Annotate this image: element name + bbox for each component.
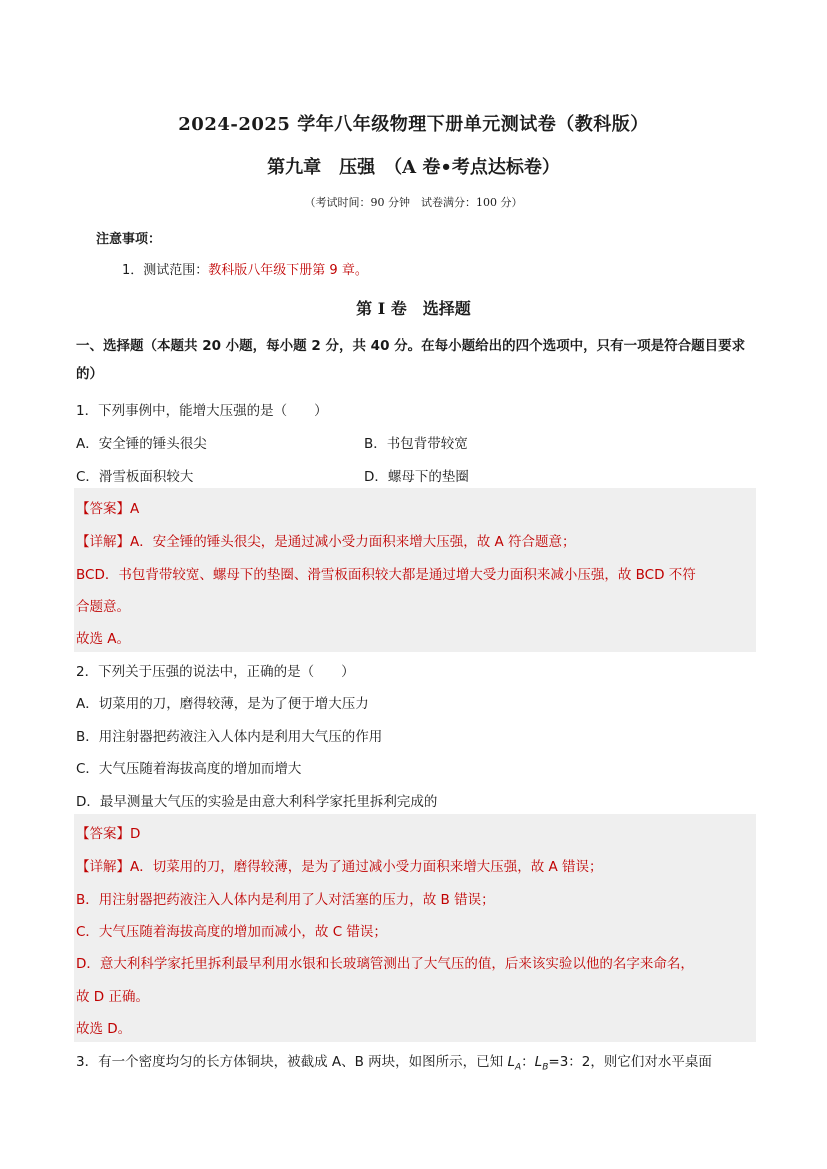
q1-option-c: C．滑雪板面积较大 — [76, 469, 194, 485]
notes-heading: 注意事项： — [96, 232, 162, 247]
q1-option-b: B．书包背带较宽 — [364, 436, 468, 452]
q2-detail-tag: 【详解】 — [76, 859, 130, 875]
q2-answer-tag: 【答案】 — [76, 826, 130, 842]
q1-option-d: D．螺母下的垫圈 — [364, 469, 469, 485]
q1-answer — [76, 497, 139, 517]
q2-answer-value: D — [130, 826, 141, 842]
q3-length-b-sub: B — [542, 1062, 549, 1073]
section-title: 第 I 卷 选择题 — [356, 299, 471, 318]
q1-detail-1 — [76, 530, 576, 550]
q1-detail-2: BCD．书包背带较宽、螺母下的垫圈、滑雪板面积较大都是通过增大受力面积来减小压强，故 BCD 不符 — [76, 567, 696, 583]
q1-conclusion: 故选 A。 — [76, 631, 131, 647]
q3-length-b: L — [534, 1054, 543, 1070]
q3-stem-part-2: =3：2，则它们对水平桌面 — [548, 1054, 712, 1070]
q2-detail-1 — [76, 855, 603, 875]
q2-detail-3: C．大气压随着海拔高度的增加而减小，故 C 错误； — [76, 924, 387, 940]
q1-detail-3: 合题意。 — [76, 599, 130, 615]
q2-option-d: D．最早测量大气压的实验是由意大利科学家托里拆利完成的 — [76, 794, 438, 810]
q2-option-a: A．切菜用的刀，磨得较薄，是为了便于增大压力 — [76, 696, 369, 712]
q3-length-a: L — [507, 1054, 515, 1070]
q2-stem: 2．下列关于压强的说法中，正确的是（ ） — [76, 664, 355, 680]
q2-detail-2: B．用注射器把药液注入人体内是利用了人对活塞的压力，故 B 错误； — [76, 892, 495, 908]
q2-detail-5: 故 D 正确。 — [76, 989, 149, 1005]
q2-detail-1-text: A．切菜用的刀，磨得较薄，是为了通过减小受力面积来增大压强，故 A 错误； — [130, 859, 603, 875]
notes-item-1-label: 1．测试范围： — [122, 263, 209, 278]
q2-answer — [76, 822, 140, 842]
q1-answer-tag: 【答案】 — [76, 501, 130, 517]
q3-stem — [76, 1050, 712, 1073]
exam-title: 2024-2025 学年八年级物理下册单元测试卷（教科版） — [178, 114, 649, 135]
chapter-title: 第九章 压强 （A 卷•考点达标卷） — [267, 157, 560, 178]
q2-option-b: B．用注射器把药液注入人体内是利用大气压的作用 — [76, 729, 383, 745]
q3-length-a-sub: A — [515, 1062, 522, 1073]
section-instructions: 一、选择题（本题共 20 小题，每小题 2 分，共 40 分。在每小题给出的四个选项中，只有一项是符合题目要求的） — [76, 338, 746, 382]
q2-detail-4: D．意大利科学家托里拆利最早利用水银和长玻璃管测出了大气压的值，后来该实验以他的名字来命名， — [76, 956, 694, 972]
q1-detail-tag: 【详解】 — [76, 534, 130, 550]
exam-meta: （考试时间：90 分钟 试卷满分：100 分） — [304, 196, 523, 209]
q2-conclusion: 故选 D。 — [76, 1021, 132, 1037]
q2-option-c: C．大气压随着海拔高度的增加而增大 — [76, 761, 302, 777]
q3-stem-part-1: 3．有一个密度均匀的长方体铜块，被截成 A、B 两块，如图所示，已知 — [76, 1054, 508, 1070]
notes-item-1-value: 教科版八年级下册第 9 章。 — [208, 263, 368, 278]
q3-ratio-colon: ： — [521, 1054, 535, 1070]
q1-option-a: A．安全锤的锤头很尖 — [76, 436, 207, 452]
q1-detail-1-text: A．安全锤的锤头很尖，是通过减小受力面积来增大压强，故 A 符合题意； — [130, 534, 576, 550]
q1-stem: 1．下列事例中，能增大压强的是（ ） — [76, 403, 328, 419]
q1-answer-value: A — [130, 501, 140, 517]
notes-item-1 — [122, 259, 368, 278]
